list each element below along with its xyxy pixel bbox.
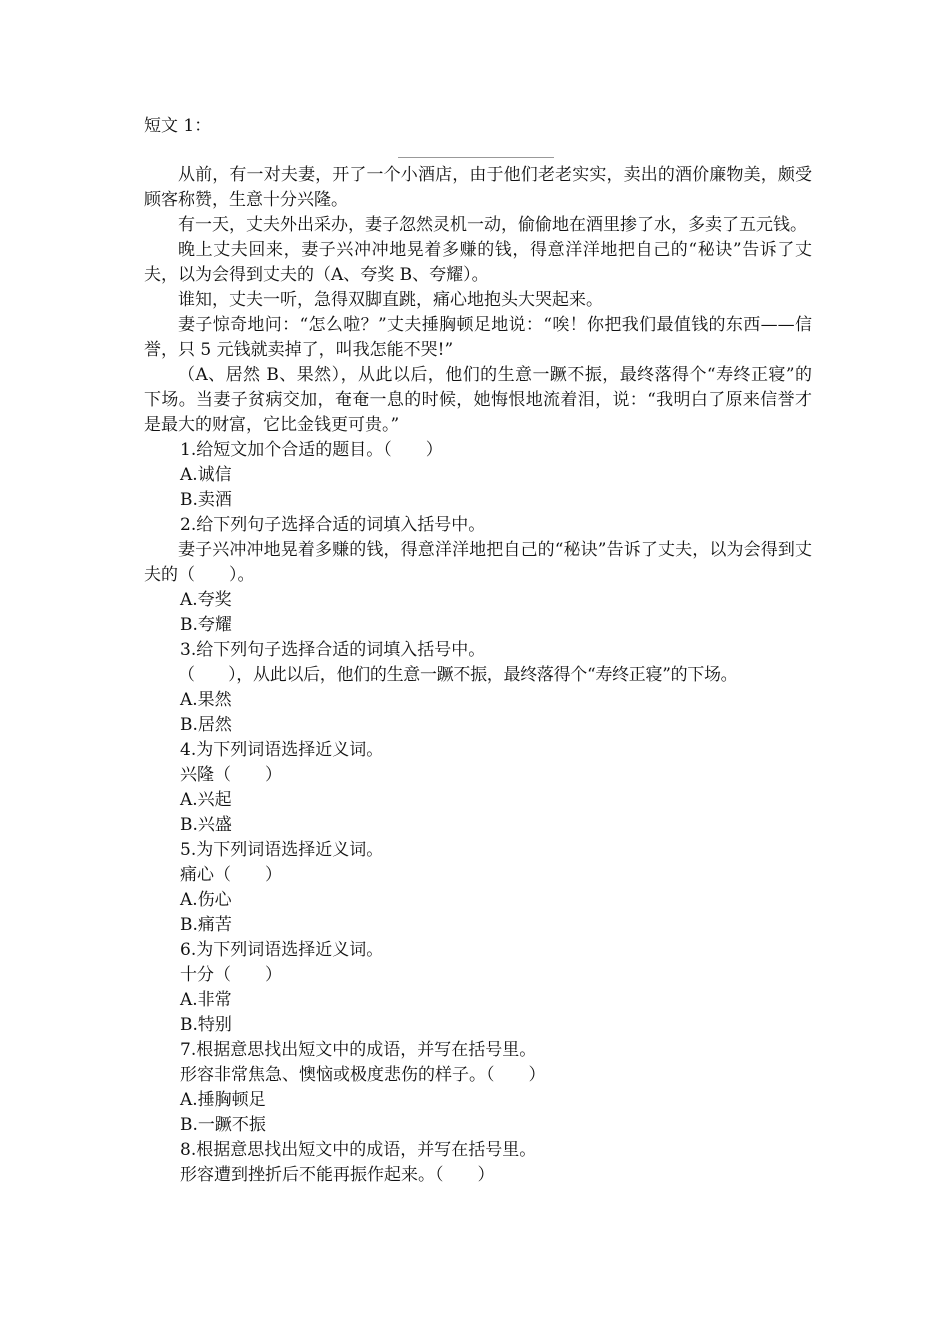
question-4-option-a: A.兴起 [180,790,232,810]
question-5-option-b: B.痛苦 [180,915,232,935]
question-5-stem: 5.为下列词语选择近义词。 [180,840,384,860]
passage-paragraph: 从前，有一对夫妻，开了一个小酒店，由于他们老老实实，卖出的酒价廉物美，颇受顾客称赞，生意十分兴隆。 [144,165,812,210]
question-2-option-a: A.夸奖 [180,590,232,610]
question-7-option-a: A.捶胸顿足 [180,1090,266,1110]
question-2-option-b: B.夸耀 [180,615,232,635]
passage-paragraph: 有一天，丈夫外出采办，妻子忽然灵机一动，偷偷地在酒里掺了水，多卖了五元钱。 [178,215,807,235]
question-1-option-a: A.诚信 [180,465,232,485]
question-5-word: 痛心（ ） [180,865,282,885]
passage-paragraph: （A、居然 B、果然），从此以后，他们的生意一蹶不振，最终落得个“寿终正寝”的下场。当妻子贫病交加，奄奄一息的时候，她悔恨地流着泪，说：“我明白了原来信誉才是最大的财富，它比金钱更可贵。” [144,365,812,435]
question-5-option-a: A.伤心 [180,890,232,910]
question-2-stem: 2.给下列句子选择合适的词填入括号中。 [180,515,486,535]
question-7-meaning: 形容非常焦急、懊恼或极度悲伤的样子。（ ） [180,1065,546,1085]
question-8-stem: 8.根据意思找出短文中的成语，并写在括号里。 [180,1140,537,1160]
question-3-stem: 3.给下列句子选择合适的词填入括号中。 [180,640,486,660]
question-4-stem: 4.为下列词语选择近义词。 [180,740,384,760]
passage-paragraph: 妻子惊奇地问：“怎么啦？”丈夫捶胸顿足地说：“唉！你把我们最值钱的东西——信誉，只 5 元钱就卖掉了，叫我怎能不哭!” [144,315,812,360]
question-3-option-a: A.果然 [180,690,232,710]
question-6-option-b: B.特别 [180,1015,232,1035]
question-1-stem: 1.给短文加个合适的题目。（ ） [180,440,443,460]
question-7-stem: 7.根据意思找出短文中的成语，并写在括号里。 [180,1040,537,1060]
question-3-option-b: B.居然 [180,715,232,735]
question-6-word: 十分（ ） [180,965,282,985]
question-4-word: 兴隆（ ） [180,765,282,785]
passage-paragraph: 谁知，丈夫一听，急得双脚直跳，痛心地抱头大哭起来。 [178,290,603,310]
passage-paragraph: 晚上丈夫回来，妻子兴冲冲地晃着多赚的钱，得意洋洋地把自己的“秘诀”告诉了丈夫，以为会得到丈夫的（A、夸奖 B、夸耀）。 [144,240,812,285]
question-4-option-b: B.兴盛 [180,815,232,835]
document-body [144,163,812,1188]
question-3-sentence: （ ），从此以后，他们的生意一蹶不振，最终落得个“寿终正寝”的下场。 [178,665,738,685]
passage-heading: 短文 1： [144,116,212,136]
question-6-option-a: A.非常 [180,990,232,1010]
header-rule [398,157,554,158]
question-7-option-b: B.一蹶不振 [180,1115,266,1135]
question-8-meaning: 形容遭到挫折后不能再振作起来。（ ） [180,1165,495,1185]
question-6-stem: 6.为下列词语选择近义词。 [180,940,384,960]
question-1-option-b: B.卖酒 [180,490,232,510]
question-2-sentence: 妻子兴冲冲地晃着多赚的钱，得意洋洋地把自己的“秘诀”告诉了丈夫，以为会得到丈夫的（ ）。 [144,540,812,585]
